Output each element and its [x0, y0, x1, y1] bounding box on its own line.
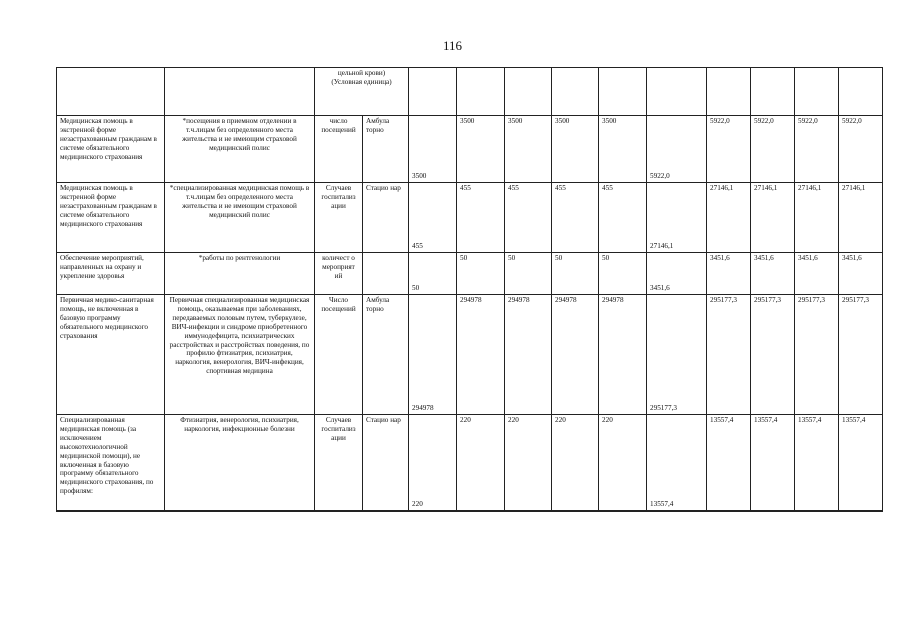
cell-total-volume: 294978 — [409, 295, 457, 415]
cell-volume: 294978 — [552, 295, 599, 415]
cell-cost: 5922,0 — [751, 116, 795, 183]
cell-total-cost: 295177,3 — [647, 295, 707, 415]
cell-condition: Стацио нар — [363, 415, 409, 511]
cell-total-cost: 5922,0 — [647, 116, 707, 183]
cell-service: *посещения в приемном отделении в т.ч.лицам без определенного места жительства и не имеющим страховой медицинский полис — [165, 116, 315, 183]
cell-total-volume: 220 — [409, 415, 457, 511]
cell-volume: 294978 — [505, 295, 552, 415]
cell-unit: количест о мероприят ий — [315, 253, 363, 295]
cell-unit: число посещений — [315, 116, 363, 183]
cell-name: Специализированная медицинская помощь (за исключением высокотехнологичной медицинской помощи), не включенная в базовую программу обязательного медицинского страхования, по профилям: — [57, 415, 165, 511]
cell-service: *специализированная медицинская помощь в т.ч.лицам без определенного места жительства и не имеющим страховой медицинский полис — [165, 183, 315, 253]
cell-total-cost: 3451,6 — [647, 253, 707, 295]
cell-service: *работы по рентгенологии — [165, 253, 315, 295]
table-row — [57, 415, 883, 511]
cell-name: Обеспечение мероприятий, направленных на охрану и укрепление здоровья — [57, 253, 165, 295]
cell-cost: 5922,0 — [795, 116, 839, 183]
cell-cost: 27146,1 — [795, 183, 839, 253]
cell-cost: 5922,0 — [839, 116, 883, 183]
cell-name — [57, 68, 165, 116]
cell-volume: 3500 — [599, 116, 647, 183]
cell-cost: 13557,4 — [707, 415, 751, 511]
cell-volume: 3500 — [457, 116, 505, 183]
cell-cost: 13557,4 — [795, 415, 839, 511]
cell-volume: 294978 — [599, 295, 647, 415]
cell-name: Первичная медико-санитарная помощь, не включенная в базовую программу обязательного медицинского страхования — [57, 295, 165, 415]
cell-name: Медицинская помощь в экстренной форме незастрахованным гражданам в системе обязательного медицинского страхования — [57, 116, 165, 183]
cell-cost: 295177,3 — [839, 295, 883, 415]
cell-cost: 295177,3 — [795, 295, 839, 415]
cell-condition: Амбула торно — [363, 116, 409, 183]
cell-name: Медицинская помощь в экстренной форме незастрахованным гражданам в системе обязательного медицинского страхования — [57, 183, 165, 253]
cell-volume: 294978 — [457, 295, 505, 415]
cell-cost: 295177,3 — [751, 295, 795, 415]
cell-total-volume: 3500 — [409, 116, 457, 183]
cell-volume: 220 — [457, 415, 505, 511]
table-row — [57, 295, 883, 415]
cell-volume: 3500 — [552, 116, 599, 183]
cell-volume: 220 — [552, 415, 599, 511]
table-row — [57, 253, 883, 295]
cell-volume: 455 — [552, 183, 599, 253]
cell-volume: 50 — [552, 253, 599, 295]
cell-total-volume: 455 — [409, 183, 457, 253]
table-row — [57, 183, 883, 253]
cell-volume: 220 — [599, 415, 647, 511]
cell-cost: 13557,4 — [839, 415, 883, 511]
cell-unit: Случаев госпитализ ации — [315, 415, 363, 511]
cell-cost: 27146,1 — [751, 183, 795, 253]
cell-unit: Случаев госпитализ ации — [315, 183, 363, 253]
cell-cost: 5922,0 — [707, 116, 751, 183]
cell-cost: 3451,6 — [839, 253, 883, 295]
cell-service: Фтизиатрия, венерология, психиатрия, наркология, инфекционные болезни — [165, 415, 315, 511]
cell-cost: 295177,3 — [707, 295, 751, 415]
cell-cost: 3451,6 — [707, 253, 751, 295]
cell-cost: 27146,1 — [839, 183, 883, 253]
cell-unit: Число посещений — [315, 295, 363, 415]
funding-table — [56, 67, 883, 512]
cell-total-cost: 27146,1 — [647, 183, 707, 253]
cell-cost: 13557,4 — [751, 415, 795, 511]
cell-cost: 27146,1 — [707, 183, 751, 253]
cell-cost: 3451,6 — [795, 253, 839, 295]
cell-cost: 3451,6 — [751, 253, 795, 295]
cell-condition: Стацио нар — [363, 183, 409, 253]
cell-condition: Амбула торно — [363, 295, 409, 415]
cell-volume: 455 — [599, 183, 647, 253]
cell-total-cost: 13557,4 — [647, 415, 707, 511]
cell-volume: 455 — [457, 183, 505, 253]
cell-volume: 3500 — [505, 116, 552, 183]
cell-service: Первичная специализированная медицинская помощь, оказываемая при заболеваниях, передаваемых половым путем, туберкулезе, ВИЧ-инфекции и синдроме приобретенного иммунодефицита, психиатрических расстройствах и расстройствах поведения, по профилю фтизиатрия, психиатрия, наркология, венерология, ВИЧ-инфекция, спортивная медицина — [165, 295, 315, 415]
table-header-row — [57, 68, 883, 116]
cell-condition — [363, 253, 409, 295]
cell-empty — [165, 68, 315, 116]
cell-volume: 50 — [599, 253, 647, 295]
cell-volume: 50 — [505, 253, 552, 295]
table-row — [57, 116, 883, 183]
cell-service: цельной крови) (Условная единица) — [315, 68, 409, 116]
cell-volume: 220 — [505, 415, 552, 511]
cell-volume: 455 — [505, 183, 552, 253]
cell-volume: 50 — [457, 253, 505, 295]
cell-total-volume: 50 — [409, 253, 457, 295]
page-number: 116 — [442, 38, 463, 53]
